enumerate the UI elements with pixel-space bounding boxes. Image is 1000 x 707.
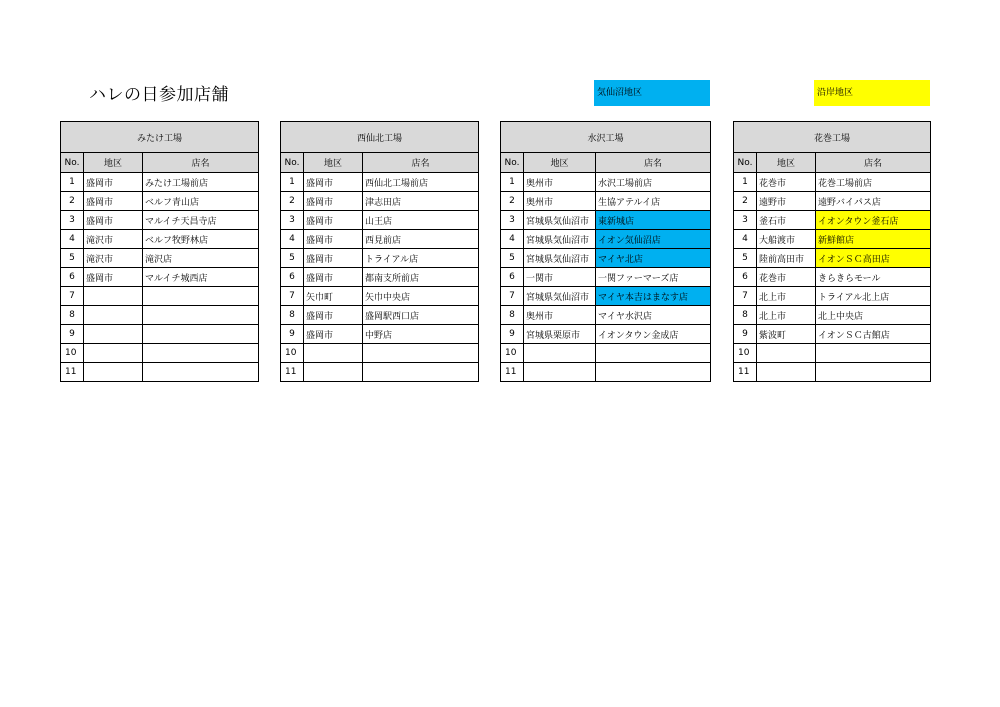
- table-row: [501, 287, 711, 306]
- table-row: [281, 325, 479, 344]
- row-number: 1: [501, 173, 524, 192]
- legend-kesennuma: 気仙沼地区: [594, 80, 710, 106]
- table-row: [734, 306, 931, 325]
- row-number: 2: [61, 192, 84, 211]
- table-row: [281, 249, 479, 268]
- area-cell: 盛岡市: [304, 211, 363, 230]
- area-cell: [757, 344, 816, 363]
- row-number: 3: [734, 211, 757, 230]
- table-row: [501, 344, 711, 363]
- header-area: 地区: [757, 153, 816, 173]
- row-number: 7: [734, 287, 757, 306]
- area-cell: 盛岡市: [304, 249, 363, 268]
- store-cell: 生協アテルイ店: [596, 192, 711, 211]
- row-number: 6: [281, 268, 304, 287]
- row-number: 4: [734, 230, 757, 249]
- area-cell: 盛岡市: [304, 325, 363, 344]
- row-number: 3: [61, 211, 84, 230]
- area-cell: 大船渡市: [757, 230, 816, 249]
- area-cell: 盛岡市: [304, 268, 363, 287]
- header-store: 店名: [363, 153, 479, 173]
- table-row: [281, 192, 479, 211]
- row-number: 10: [61, 344, 84, 363]
- store-cell: イオンＳＣ高田店: [816, 249, 931, 268]
- store-cell: 水沢工場前店: [596, 173, 711, 192]
- area-cell: 盛岡市: [84, 192, 143, 211]
- table-row: [501, 363, 711, 382]
- table-row: [734, 325, 931, 344]
- area-cell: 盛岡市: [84, 173, 143, 192]
- area-cell: 盛岡市: [84, 211, 143, 230]
- table-row: [501, 173, 711, 192]
- header-store: 店名: [816, 153, 931, 173]
- row-number: 7: [501, 287, 524, 306]
- row-number: 11: [61, 363, 84, 382]
- row-number: 7: [281, 287, 304, 306]
- row-number: 5: [501, 249, 524, 268]
- row-number: 1: [734, 173, 757, 192]
- factory-title: 花巻工場: [734, 122, 931, 153]
- store-cell: トライアル北上店: [816, 287, 931, 306]
- row-number: 4: [501, 230, 524, 249]
- table-row: [501, 249, 711, 268]
- store-table-mitake: [60, 121, 259, 382]
- table-row: [501, 325, 711, 344]
- store-cell: 山王店: [363, 211, 479, 230]
- store-cell: イオンタウン釜石店: [816, 211, 931, 230]
- row-number: 10: [501, 344, 524, 363]
- table-row: [61, 306, 259, 325]
- store-cell: 東新城店: [596, 211, 711, 230]
- store-cell: マイヤ水沢店: [596, 306, 711, 325]
- table-row: [501, 192, 711, 211]
- legend-coastal: 沿岸地区: [814, 80, 930, 106]
- area-cell: [524, 363, 596, 382]
- store-cell: 津志田店: [363, 192, 479, 211]
- store-cell: 北上中央店: [816, 306, 931, 325]
- header-no: No.: [281, 153, 304, 173]
- row-number: 3: [281, 211, 304, 230]
- store-cell: [363, 363, 479, 382]
- area-cell: 宮城県気仙沼市: [524, 211, 596, 230]
- table-row: [61, 268, 259, 287]
- row-number: 5: [281, 249, 304, 268]
- row-number: 8: [501, 306, 524, 325]
- row-number: 11: [501, 363, 524, 382]
- table-row: [281, 230, 479, 249]
- area-cell: 矢巾町: [304, 287, 363, 306]
- area-cell: [84, 287, 143, 306]
- row-number: 9: [61, 325, 84, 344]
- area-cell: [304, 363, 363, 382]
- table-row: [61, 211, 259, 230]
- table-row: [281, 363, 479, 382]
- row-number: 5: [61, 249, 84, 268]
- table-row: [61, 192, 259, 211]
- store-table-nishisenboku: [280, 121, 479, 382]
- area-cell: 宮城県気仙沼市: [524, 287, 596, 306]
- store-cell: [363, 344, 479, 363]
- header-area: 地区: [524, 153, 596, 173]
- table-row: [501, 230, 711, 249]
- table-row: [61, 325, 259, 344]
- area-cell: 花巻市: [757, 173, 816, 192]
- table-row: [501, 268, 711, 287]
- row-number: 4: [281, 230, 304, 249]
- table-row: [281, 344, 479, 363]
- store-cell: トライアル店: [363, 249, 479, 268]
- area-cell: 盛岡市: [304, 173, 363, 192]
- table-row: [61, 287, 259, 306]
- store-cell: [596, 363, 711, 382]
- area-cell: 盛岡市: [84, 268, 143, 287]
- store-cell: [143, 287, 259, 306]
- table-row: [61, 173, 259, 192]
- store-cell: [143, 363, 259, 382]
- area-cell: 陸前高田市: [757, 249, 816, 268]
- area-cell: 宮城県気仙沼市: [524, 230, 596, 249]
- store-cell: [143, 306, 259, 325]
- header-area: 地区: [84, 153, 143, 173]
- row-number: 4: [61, 230, 84, 249]
- table-row: [734, 268, 931, 287]
- area-cell: 宮城県気仙沼市: [524, 249, 596, 268]
- store-cell: 花巻工場前店: [816, 173, 931, 192]
- area-cell: 宮城県栗原市: [524, 325, 596, 344]
- area-cell: [84, 363, 143, 382]
- area-cell: 奥州市: [524, 173, 596, 192]
- row-number: 1: [281, 173, 304, 192]
- table-row: [61, 249, 259, 268]
- row-number: 9: [734, 325, 757, 344]
- row-number: 3: [501, 211, 524, 230]
- store-cell: イオンＳＣ古館店: [816, 325, 931, 344]
- store-cell: 盛岡駅西口店: [363, 306, 479, 325]
- row-number: 8: [281, 306, 304, 325]
- table-row: [281, 173, 479, 192]
- header-area: 地区: [304, 153, 363, 173]
- table-row: [61, 363, 259, 382]
- area-cell: 滝沢市: [84, 230, 143, 249]
- row-number: 2: [501, 192, 524, 211]
- store-cell: 遠野バイパス店: [816, 192, 931, 211]
- table-row: [501, 211, 711, 230]
- store-cell: 西見前店: [363, 230, 479, 249]
- area-cell: 奥州市: [524, 192, 596, 211]
- area-cell: [84, 325, 143, 344]
- table-row: [734, 192, 931, 211]
- area-cell: 花巻市: [757, 268, 816, 287]
- store-cell: [816, 344, 931, 363]
- area-cell: [304, 344, 363, 363]
- row-number: 6: [61, 268, 84, 287]
- store-cell: マイヤ本吉はまなす店: [596, 287, 711, 306]
- header-no: No.: [734, 153, 757, 173]
- store-cell: [143, 325, 259, 344]
- row-number: 10: [734, 344, 757, 363]
- store-cell: 矢巾中央店: [363, 287, 479, 306]
- row-number: 11: [281, 363, 304, 382]
- store-cell: [816, 363, 931, 382]
- factory-title: 西仙北工場: [281, 122, 479, 153]
- store-cell: みたけ工場前店: [143, 173, 259, 192]
- area-cell: 釜石市: [757, 211, 816, 230]
- store-cell: マルイチ天昌寺店: [143, 211, 259, 230]
- table-row: [734, 249, 931, 268]
- store-table-hanamaki: [733, 121, 931, 382]
- row-number: 2: [281, 192, 304, 211]
- area-cell: 北上市: [757, 306, 816, 325]
- store-cell: 都南支所前店: [363, 268, 479, 287]
- store-cell: 滝沢店: [143, 249, 259, 268]
- store-cell: ベルフ青山店: [143, 192, 259, 211]
- area-cell: 遠野市: [757, 192, 816, 211]
- store-cell: 新鮮館店: [816, 230, 931, 249]
- factory-title: 水沢工場: [501, 122, 711, 153]
- table-row: [501, 306, 711, 325]
- table-row: [734, 173, 931, 192]
- store-cell: マルイチ城西店: [143, 268, 259, 287]
- row-number: 6: [501, 268, 524, 287]
- row-number: 5: [734, 249, 757, 268]
- row-number: 11: [734, 363, 757, 382]
- table-row: [61, 344, 259, 363]
- row-number: 9: [281, 325, 304, 344]
- row-number: 7: [61, 287, 84, 306]
- row-number: 9: [501, 325, 524, 344]
- store-cell: [596, 344, 711, 363]
- row-number: 10: [281, 344, 304, 363]
- row-number: 8: [61, 306, 84, 325]
- area-cell: 盛岡市: [304, 192, 363, 211]
- table-row: [734, 287, 931, 306]
- area-cell: 北上市: [757, 287, 816, 306]
- area-cell: 奥州市: [524, 306, 596, 325]
- area-cell: [84, 344, 143, 363]
- factory-title: みたけ工場: [61, 122, 259, 153]
- area-cell: 一関市: [524, 268, 596, 287]
- row-number: 8: [734, 306, 757, 325]
- table-row: [61, 230, 259, 249]
- row-number: 1: [61, 173, 84, 192]
- table-row: [734, 344, 931, 363]
- store-cell: 中野店: [363, 325, 479, 344]
- store-cell: 西仙北工場前店: [363, 173, 479, 192]
- store-cell: ベルフ牧野林店: [143, 230, 259, 249]
- area-cell: [84, 306, 143, 325]
- header-no: No.: [501, 153, 524, 173]
- table-row: [734, 230, 931, 249]
- header-no: No.: [61, 153, 84, 173]
- store-cell: マイヤ北店: [596, 249, 711, 268]
- store-cell: イオン気仙沼店: [596, 230, 711, 249]
- page-title: ハレの日参加店舗: [89, 85, 229, 105]
- area-cell: [757, 363, 816, 382]
- table-row: [281, 306, 479, 325]
- table-row: [281, 268, 479, 287]
- header-store: 店名: [143, 153, 259, 173]
- table-row: [734, 363, 931, 382]
- store-cell: イオンタウン金成店: [596, 325, 711, 344]
- area-cell: 盛岡市: [304, 230, 363, 249]
- store-cell: 一関ファーマーズ店: [596, 268, 711, 287]
- area-cell: [524, 344, 596, 363]
- store-cell: きらきらモール: [816, 268, 931, 287]
- store-table-mizusawa: [500, 121, 711, 382]
- area-cell: 盛岡市: [304, 306, 363, 325]
- table-row: [734, 211, 931, 230]
- row-number: 6: [734, 268, 757, 287]
- table-row: [281, 287, 479, 306]
- header-store: 店名: [596, 153, 711, 173]
- area-cell: 滝沢市: [84, 249, 143, 268]
- store-cell: [143, 344, 259, 363]
- area-cell: 紫波町: [757, 325, 816, 344]
- row-number: 2: [734, 192, 757, 211]
- table-row: [281, 211, 479, 230]
